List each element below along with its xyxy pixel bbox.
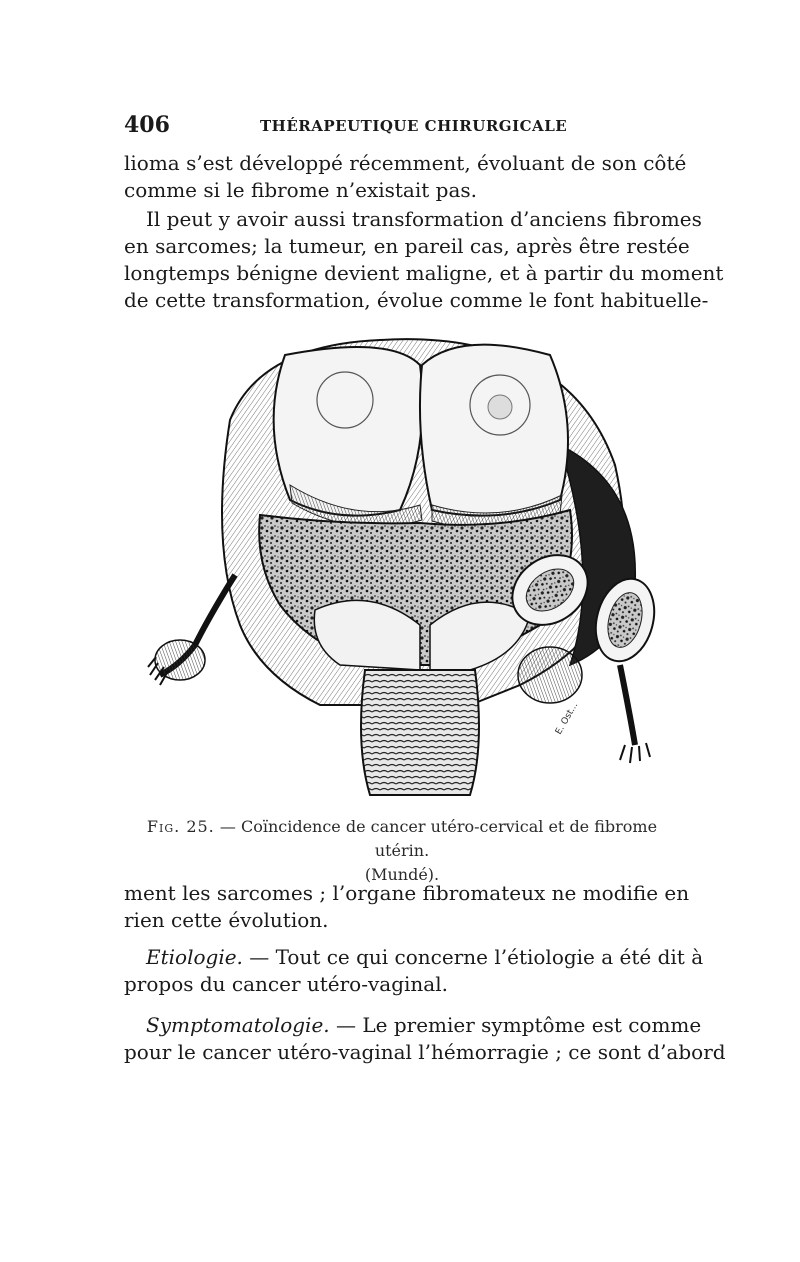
running-title: THÉRAPEUTIQUE CHIRURGICALE [260,117,568,135]
anatomical-illustration [140,325,665,805]
left-ovary [155,640,205,680]
paragraph-1-line-1: lioma s’est développé récemment, évoluant de son côté [124,151,687,175]
etiologie-line-1 [124,944,704,971]
paragraph-1 [124,150,687,204]
page-header [124,112,680,142]
paragraph-2-line-3: longtemps bénigne devient maligne, et à partir du moment [124,261,724,285]
paragraph-2-line-1: Il peut y avoir aussi transformation d’anciens fibromes [146,207,702,231]
symptomatologie-line-2: pour le cancer utéro-vaginal l’hémorragie ; ce sont d’abord [124,1040,726,1064]
paragraph-3 [124,880,690,934]
engraver-signature: E. Ost... [553,700,581,737]
fibroid-center-right [488,395,512,419]
etiologie-line-2: propos du cancer utéro-vaginal. [124,972,448,996]
paragraph-2-line-2: en sarcomes; la tumeur, en pareil cas, après être restée [124,234,690,258]
right-ovary [518,647,582,703]
etiologie-line-1-text: — Tout ce qui concerne l’étiologie a été dit à [242,945,704,969]
paragraph-2 [124,206,724,314]
paragraph-2-line-4: de cette transformation, évolue comme le font habituelle- [124,288,709,312]
caption-source: (Mundé). [364,865,440,884]
cervix [361,670,479,795]
etiologie-heading: Etiologie. [146,945,243,969]
page-number: 406 [124,112,170,138]
etiologie-paragraph [124,944,704,998]
figure-caption [124,815,680,887]
paragraph-3-line-2: rien cette évolution. [124,908,329,932]
paragraph-1-line-2: comme si le fibrome n’existait pas. [124,178,477,202]
symptomatologie-paragraph [124,1012,726,1066]
symptomatologie-line-1-text: — Le premier symptôme est comme [329,1013,702,1037]
caption-line-1 [124,815,680,863]
caption-text: — Coïncidence de cancer utéro-cervical et de fibrome utérin. [214,817,658,860]
paragraph-3-line-1: ment les sarcomes ; l’organe fibromateux ne modifie en [124,881,690,905]
symptomatologie-heading: Symptomatologie. [146,1013,330,1037]
fibroid-right [420,345,568,516]
figure-label: Fig. 25. [146,817,215,836]
symptomatologie-line-1 [124,1012,702,1039]
